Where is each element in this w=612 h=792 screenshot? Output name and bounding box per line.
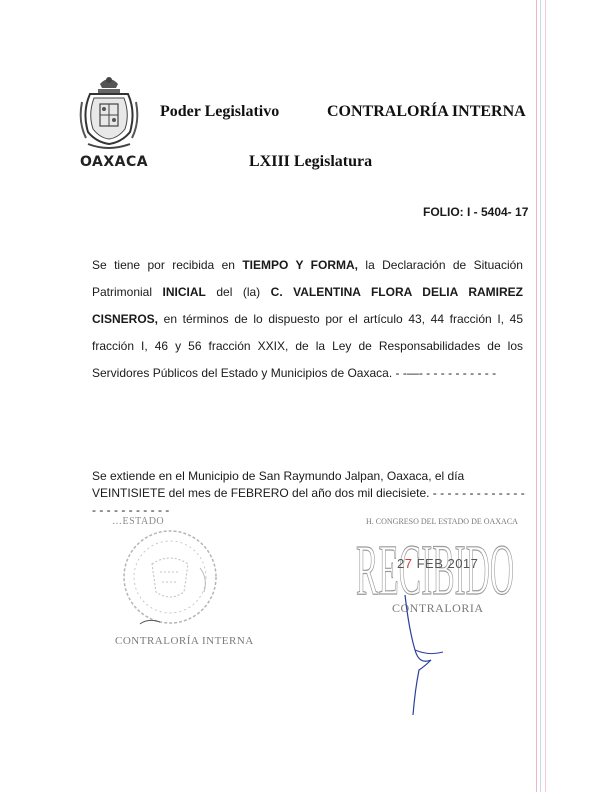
stamp-bottom-text: CONTRALORÍA INTERNA	[115, 635, 254, 647]
declaration-paragraph	[92, 252, 523, 387]
bold-text: TIEMPO Y FORMA,	[242, 258, 359, 272]
bold-text: INICIAL	[162, 285, 206, 299]
folio-number: FOLIO: I - 5404- 17	[423, 205, 529, 219]
received-stamp-header: H. CONGRESO DEL ESTADO DE OAXACA	[366, 517, 518, 526]
handwritten-signature	[385, 590, 455, 720]
text: Patrimonial	[92, 285, 163, 299]
paragraph-line	[92, 252, 523, 279]
stamp-top-text: …ESTADO	[112, 516, 165, 527]
bold-text: C. VALENTINA FLORA DELIA RAMIREZ	[270, 285, 524, 299]
branch-title: Poder Legislativo	[160, 103, 280, 120]
received-stamp-footer: CONTRALORIA	[392, 601, 484, 615]
margin-line	[545, 0, 546, 792]
coat-of-arms-icon	[78, 72, 140, 152]
paragraph-line	[92, 360, 523, 387]
text: Se tiene por recibida en	[92, 258, 243, 272]
legislature-title: LXIII Legislatura	[249, 153, 373, 170]
text: Servidores Públicos del Estado y Municipios de Oaxaca. - -—- - - - - - - - - - -	[92, 366, 497, 380]
text: del (la)	[205, 285, 271, 299]
round-seal-stamp	[100, 512, 270, 647]
margin-line	[540, 0, 541, 792]
paragraph-line	[92, 333, 523, 360]
state-name: OAXACA	[80, 154, 149, 170]
closing-line: - - - - - - - - - - -	[92, 503, 170, 517]
office-title: CONTRALORÍA INTERNA	[327, 103, 526, 120]
paragraph-line	[92, 279, 523, 306]
svg-text:RECIBIDO: RECIBIDO	[356, 530, 514, 608]
text: fracción I, 46 y 56 fracción XXIX, de la Ley de Responsabilidades de los	[92, 339, 523, 353]
margin-line	[536, 0, 537, 792]
bold-text: CISNEROS,	[92, 312, 159, 326]
received-date: 27 FEB 2017	[397, 556, 479, 571]
paragraph-line	[92, 306, 523, 333]
text: la Declaración de Situación	[358, 258, 523, 272]
closing-line: VEINTISIETE del mes de FEBRERO del año dos mil diecisiete. - - - - - - - - - - - - -	[92, 486, 525, 500]
text: en términos de lo dispuesto por el artículo 43, 44 fracción I, 45	[158, 312, 523, 326]
closing-line: Se extiende en el Municipio de San Raymundo Jalpan, Oaxaca, el día	[92, 469, 465, 483]
